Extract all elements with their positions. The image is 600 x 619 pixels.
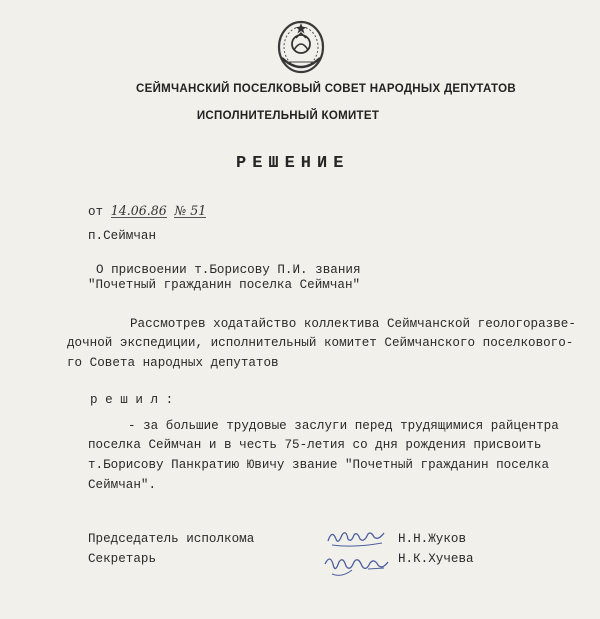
document-date: 14.06.86 bbox=[110, 203, 167, 218]
secretary-signature bbox=[322, 552, 392, 580]
resolved-label: р е ш и л : bbox=[90, 393, 174, 407]
chairman-signature bbox=[324, 525, 390, 551]
body-line-1: Рассмотрев ходатайство коллектива Сеймчанской геологоразве- bbox=[130, 317, 576, 331]
subject-line-2: "Почетный гражданин поселка Сеймчан" bbox=[88, 278, 361, 292]
chairman-title: Председатель исполкома bbox=[88, 532, 255, 546]
subject-line-1: О присвоении т.Борисову П.И. звания bbox=[96, 263, 361, 277]
document-number: № 51 bbox=[174, 203, 207, 218]
org-name: СЕЙМЧАНСКИЙ ПОСЕЛКОВЫЙ СОВЕТ НАРОДНЫХ ДЕПУТАТОВ bbox=[136, 83, 516, 95]
document-title: РЕШЕНИЕ bbox=[236, 154, 350, 173]
coat-of-arms-icon bbox=[276, 20, 326, 74]
secretary-title: Секретарь bbox=[88, 552, 157, 566]
chairman-name: Н.Н.Жуков bbox=[398, 532, 467, 546]
decision-line-4: Сеймчан". bbox=[88, 478, 157, 492]
decision-line-1: - за большие трудовые заслуги перед трудящимися райцентра bbox=[128, 419, 559, 433]
place: п.Сеймчан bbox=[88, 229, 157, 243]
body-line-3: го Совета народных депутатов bbox=[67, 356, 279, 370]
body-line-2: дочной экспедиции, исполнительный комитет Сеймчанского поселкового- bbox=[67, 336, 574, 350]
committee-name: ИСПОЛНИТЕЛЬНЫЙ КОМИТЕТ bbox=[196, 110, 380, 122]
date-number-line bbox=[88, 204, 206, 219]
decision-line-2: поселка Сеймчан и в честь 75-летия со дня рождения присвоить bbox=[88, 438, 542, 452]
decision-line-3: т.Борисову Панкратию Ювичу звание "Почетный гражданин поселка bbox=[88, 458, 550, 472]
secretary-name: Н.К.Хучева bbox=[398, 552, 474, 566]
date-prefix: от bbox=[88, 205, 104, 219]
